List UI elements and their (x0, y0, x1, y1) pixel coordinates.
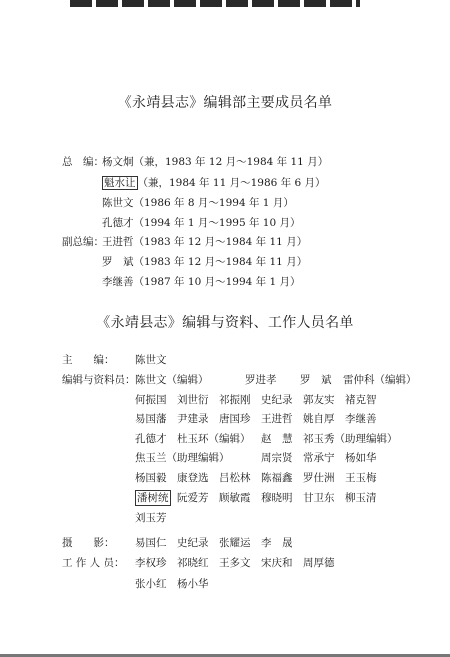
staff-name: 陈福鑫 (261, 472, 293, 484)
staff-name: 罗进孝 (245, 374, 277, 386)
deputy-editor-entry (102, 275, 301, 289)
staff-name: 杜玉环（编辑） (177, 433, 251, 445)
staff-name: 穆晓明 (261, 492, 293, 504)
staff-name: 罗 斌 (300, 374, 332, 386)
chief-editor-entry (102, 155, 328, 169)
deputy-editor-label: 副总编： (62, 236, 104, 248)
chief-editor-entry (102, 196, 294, 210)
photographer-name: 张耀运 (219, 537, 251, 549)
staff-name: 李继善 (345, 413, 377, 425)
staff-name: 陈世文（编辑） (135, 374, 209, 386)
person-name: 李继善 (102, 276, 134, 288)
staff-name: 焦玉兰（助理编辑） (135, 452, 230, 464)
staff-name: 吕松林 (219, 472, 251, 484)
photographer-name: 李 晟 (261, 537, 293, 549)
staff-name: 康登选 (177, 472, 209, 484)
chief-editor-entry (102, 216, 301, 230)
staff-name: 祁玉秀（助理编辑） (303, 433, 398, 445)
staff-name: 雷仲科（编辑） (343, 374, 417, 386)
staff-name: 杨如华 (345, 452, 377, 464)
person-name: 孔德才 (102, 217, 134, 229)
work-staff-name: 宋庆和 (261, 557, 293, 569)
deputy-editor-entry (102, 235, 307, 249)
work-staff-name: 李权珍 (135, 557, 167, 569)
staff-name: 何振国 (135, 394, 167, 406)
editor-name: 陈世文 (135, 354, 167, 366)
staff-name: 尹建录 (177, 413, 209, 425)
term-period: （1994 年 1 月～1995 年 10 月） (133, 217, 301, 229)
photographer-name: 易国仁 (135, 537, 167, 549)
person-name: 罗 斌 (102, 256, 134, 268)
photography-label: 摄 影： (62, 537, 115, 549)
term-period: （兼，1983 年 12 月～1984 年 11 月） (133, 156, 329, 168)
person-name: 魁水让 (104, 177, 136, 189)
term-period: （1983 年 12 月～1984 年 11 月） (133, 236, 308, 248)
staff-name: 顾敏霞 (219, 492, 251, 504)
staff-name: 易国藩 (135, 413, 167, 425)
person-name: 王进哲 (102, 236, 134, 248)
person-name: 陈世文 (102, 197, 134, 209)
staff-name: 甘卫东 (303, 492, 335, 504)
work-staff-name: 张小红 (135, 578, 167, 590)
staff-name: 唐国珍 (219, 413, 251, 425)
term-period: （1983 年 12 月～1984 年 11 月） (133, 256, 308, 268)
section2-title: 《永靖县志》编辑与资料、工作人员名单 (96, 315, 354, 331)
term-period: （1987 年 10 月～1994 年 1 月） (133, 276, 301, 288)
term-period: （兼，1984 年 11 月～1986 年 6 月） (137, 177, 326, 189)
staff-name: 潘树统 (137, 492, 169, 504)
staff-name: 常承宁 (303, 452, 335, 464)
person-name: 杨文炯 (102, 156, 134, 168)
staff-name: 阮爱芳 (177, 492, 209, 504)
staff-name: 柳玉清 (345, 492, 377, 504)
staff-name: 赵 慧 (261, 433, 293, 445)
staff-name: 王玉梅 (345, 472, 377, 484)
work-staff-name: 周厚德 (303, 557, 335, 569)
staff-name: 刘世衍 (177, 394, 209, 406)
staff-name: 王进哲 (261, 413, 293, 425)
editor-label: 主 编： (62, 354, 115, 366)
work-staff-name: 王多文 (219, 557, 251, 569)
section1-title: 《永靖县志》编辑部主要成员名单 (117, 95, 333, 111)
staff-name: 郭友实 (303, 394, 335, 406)
staff-name: 祁振刚 (219, 394, 251, 406)
staff-name: 史纪录 (261, 394, 293, 406)
chief-editor-label: 总 编： (62, 156, 104, 168)
work-staff-name: 祁晓红 (177, 557, 209, 569)
deputy-editor-entry (102, 255, 307, 269)
staff-name: 刘玉芳 (135, 512, 167, 524)
staff-name: 周宗贤 (261, 452, 293, 464)
work-staff-label: 工 作 人 员： (62, 557, 125, 569)
photographer-name: 史纪录 (177, 537, 209, 549)
staff-name: 罗仕洲 (303, 472, 335, 484)
top-edge-band (70, 0, 360, 7)
staff-name: 褚克智 (345, 394, 377, 406)
staff-name: 杨国毅 (135, 472, 167, 484)
staff-name: 姚自厚 (303, 413, 335, 425)
chief-editor-entry (102, 176, 326, 190)
term-period: （1986 年 8 月～1994 年 1 月） (133, 197, 294, 209)
staff-name: 孔德才 (135, 433, 167, 445)
staff-label: 编辑与资料员： (62, 374, 136, 386)
work-staff-name: 杨小华 (177, 578, 209, 590)
